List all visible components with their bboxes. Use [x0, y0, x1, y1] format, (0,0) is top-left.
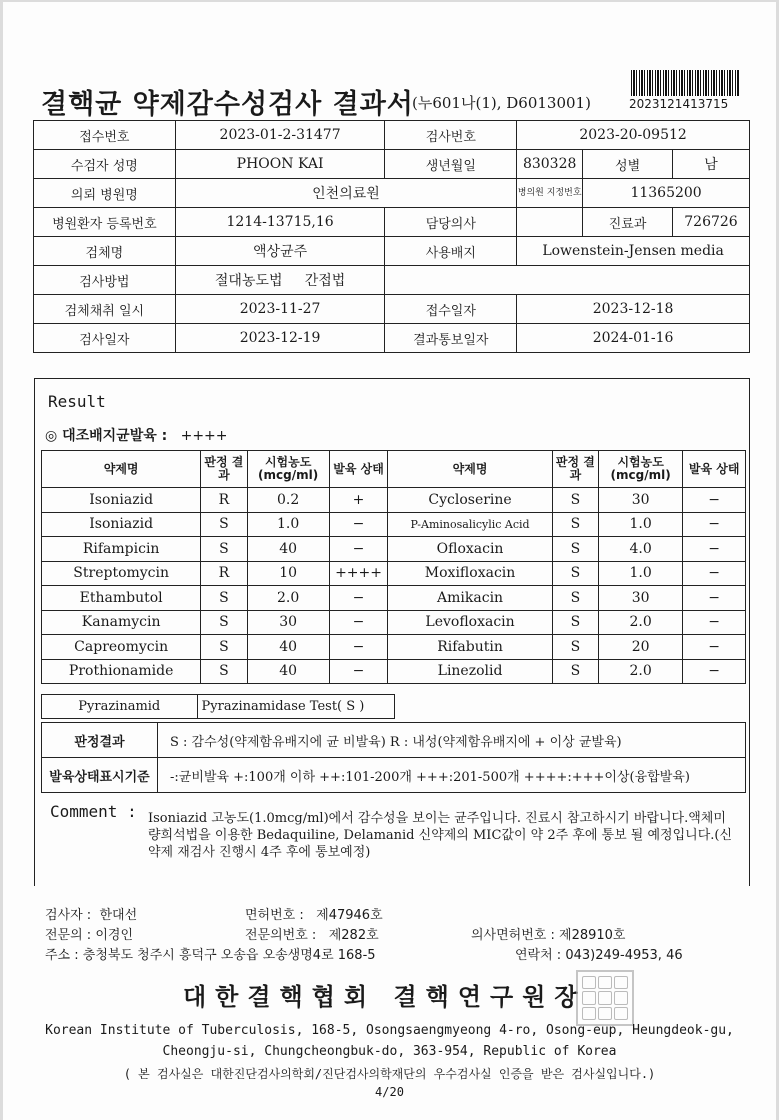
left-growth-cell: ++++	[329, 561, 388, 586]
collect-label: 검체채취 일시	[34, 295, 176, 324]
left-drug-cell: Prothionamide	[42, 659, 201, 684]
left-result-cell: S	[201, 659, 247, 684]
right-drug-cell: Cycloserine	[388, 488, 552, 513]
right-drug-cell: Linezolid	[388, 659, 552, 684]
certification-note: ( 본 검사실은 대한진단검사의학회/진단검사의학재단의 우수검사실 인증을 받은 검사실입니다.)	[123, 1067, 656, 1081]
report-code: (누601나(1), D6013001)	[412, 94, 591, 112]
col-conc-right: 시험농도 (mcg/ml)	[599, 451, 683, 488]
left-drug-cell: Isoniazid	[42, 488, 201, 513]
dept-code: 726726	[673, 208, 750, 237]
right-drug-cell: Rifabutin	[388, 635, 552, 660]
patient-label: 수검자 성명	[34, 150, 176, 179]
right-growth-cell: −	[683, 537, 746, 562]
barcode	[631, 70, 739, 96]
tester-name: 한대선	[99, 908, 138, 923]
left-result-cell: S	[201, 610, 247, 635]
left-result-cell: S	[201, 537, 247, 562]
hospital-code-label: 병의원 지정번호	[517, 179, 583, 208]
right-drug-cell: Levofloxacin	[388, 610, 552, 635]
left-growth-cell: −	[329, 586, 388, 611]
right-growth-cell: −	[683, 610, 746, 635]
left-result-cell: S	[201, 635, 247, 660]
notified-date: 2024-01-16	[517, 324, 750, 353]
received-label: 접수일자	[385, 295, 517, 324]
test-no: 2023-20-09512	[517, 121, 750, 150]
english-address-2: Cheongju-si, Chungcheongbuk-do, 363-954, Republic of Korea	[162, 1044, 617, 1059]
left-drug-cell: Isoniazid	[42, 512, 201, 537]
right-result-cell: S	[552, 610, 598, 635]
doc-license-label: 의사면허번호 :	[471, 928, 555, 943]
medium-label: 사용배지	[385, 237, 517, 266]
drug-table	[41, 450, 746, 684]
right-growth-cell: −	[683, 586, 746, 611]
right-conc-cell: 1.0	[599, 561, 683, 586]
growth-std-label: 발육상태표시기준	[42, 758, 158, 793]
right-drug-cell: Moxifloxacin	[388, 561, 552, 586]
right-growth-cell: −	[683, 512, 746, 537]
col-conc-left: 시험농도 (mcg/ml)	[247, 451, 329, 488]
patient-name: PHOON KAI	[175, 150, 385, 179]
official-seal-icon	[576, 970, 634, 1026]
control-growth	[45, 425, 228, 445]
contact	[515, 944, 683, 963]
table-row	[42, 561, 746, 586]
test-no-label: 검사번호	[385, 121, 517, 150]
left-conc-cell: 2.0	[247, 586, 329, 611]
right-result-cell: S	[552, 537, 598, 562]
medium: Lowenstein-Jensen media	[517, 237, 750, 266]
left-result-cell: R	[201, 561, 247, 586]
col-result-left: 판정 결과	[201, 451, 247, 488]
method-2: 간접법	[304, 273, 346, 289]
left-drug-cell: Kanamycin	[42, 610, 201, 635]
right-result-cell: S	[552, 488, 598, 513]
tested-date: 2023-12-19	[175, 324, 385, 353]
english-address-1: Korean Institute of Tuberculosis, 168-5, Osongsaengmyeong 4-ro, Osong-eup, Heungdeok-gu,	[45, 1023, 734, 1038]
license-label: 면허번호 :	[245, 908, 304, 923]
receipt-no: 2023-01-2-31477	[175, 121, 385, 150]
table-row	[42, 586, 746, 611]
right-result-cell: S	[552, 635, 598, 660]
left-growth-cell: −	[329, 610, 388, 635]
tester-label: 검사자 :	[45, 908, 92, 923]
receipt-no-label: 접수번호	[34, 121, 176, 150]
comment-heading: Comment :	[50, 802, 137, 821]
hospital-code: 11365200	[583, 179, 750, 208]
right-conc-cell: 1.0	[599, 512, 683, 537]
left-growth-cell: −	[329, 635, 388, 660]
patient-info-table	[33, 120, 750, 353]
right-result-cell: S	[552, 512, 598, 537]
pyrazinamid-table	[41, 694, 395, 719]
license-no: 제47946호	[316, 908, 383, 923]
judge-value: S : 감수성(약제함유배지에 균 비발육) R : 내성(약제함유배지에 + 이상 균발육)	[158, 723, 746, 758]
hospital-label: 의뢰 병원명	[34, 179, 176, 208]
right-conc-cell: 20	[599, 635, 683, 660]
left-conc-cell: 40	[247, 635, 329, 660]
left-conc-cell: 40	[247, 537, 329, 562]
sex-label: 성별	[583, 150, 673, 179]
page-number: 4/20	[375, 1085, 404, 1099]
left-drug-cell: Ethambutol	[42, 586, 201, 611]
method-1: 절대농도법	[214, 273, 283, 289]
col-growth-left: 발육 상태	[329, 451, 388, 488]
specialist-name: 이경인	[95, 928, 134, 943]
birth-date: 830328	[517, 150, 583, 179]
table-row	[42, 610, 746, 635]
table-row	[42, 659, 746, 684]
comment-text: Isoniazid 고농도(1.0mcg/ml)에서 감수성을 보이는 균주입니다. 진료시 참고하시기 바랍니다.액체미량희석법을 이용한 Bedaquiline, Delamanid 신약제의 MIC값이 약 2주 후에 통보 될 예정입니다.(신약제 재검사 진행시 4주 후에 통보예정)	[148, 811, 733, 860]
address-label: 주소 :	[45, 948, 79, 963]
right-result-cell: S	[552, 586, 598, 611]
left-result-cell: S	[201, 512, 247, 537]
spec-license	[245, 924, 379, 943]
tested-label: 검사일자	[34, 324, 176, 353]
registration-no: 1214-13715,16	[175, 208, 385, 237]
left-result-cell: R	[201, 488, 247, 513]
doctor-name	[517, 208, 583, 237]
table-row	[42, 635, 746, 660]
specimen: 액상균주	[175, 237, 385, 266]
dept-label: 진료과	[583, 208, 673, 237]
right-conc-cell: 4.0	[599, 537, 683, 562]
control-value: ++++	[180, 428, 228, 444]
contact-no: 043)249-4953, 46	[565, 948, 683, 963]
right-conc-cell: 2.0	[599, 659, 683, 684]
tester	[45, 904, 137, 923]
right-growth-cell: −	[683, 561, 746, 586]
col-growth-right: 발육 상태	[683, 451, 746, 488]
method-label: 검사방법	[34, 266, 176, 295]
barcode-number: 2023121413715	[629, 97, 729, 111]
method-cell	[175, 266, 385, 295]
hospital-name: 인천의료원	[175, 179, 516, 208]
sex: 남	[673, 150, 750, 179]
left-conc-cell: 10	[247, 561, 329, 586]
col-drug-left: 약제명	[42, 451, 201, 488]
registration-label: 병원환자 등록번호	[34, 208, 176, 237]
judgement-table	[41, 722, 746, 793]
left-conc-cell: 40	[247, 659, 329, 684]
right-drug-cell: P-Aminosalicylic Acid	[388, 512, 552, 537]
report-page	[3, 2, 776, 1120]
received-date: 2023-12-18	[517, 295, 750, 324]
collect-date: 2023-11-27	[175, 295, 385, 324]
left-conc-cell: 30	[247, 610, 329, 635]
address-text: 충청북도 청주시 흥덕구 오송읍 오송생명4로 168-5	[82, 948, 376, 963]
left-drug-cell: Rifampicin	[42, 537, 201, 562]
judge-label: 판정결과	[42, 723, 158, 758]
report-title: 결핵균 약제감수성검사 결과서	[41, 89, 414, 120]
col-result-right: 판정 결과	[552, 451, 598, 488]
doctor-label: 담당의사	[385, 208, 517, 237]
left-conc-cell: 1.0	[247, 512, 329, 537]
left-growth-cell: +	[329, 488, 388, 513]
birth-label: 생년월일	[385, 150, 517, 179]
method-empty	[385, 266, 750, 295]
table-row	[42, 488, 746, 513]
specialist-label: 전문의 :	[45, 928, 92, 943]
growth-std-value: -:균비발육 +:100개 이하 ++:101-200개 +++:201-500개 ++++:+++이상(융합발육)	[158, 758, 746, 793]
left-conc-cell: 0.2	[247, 488, 329, 513]
specimen-label: 검체명	[34, 237, 176, 266]
right-conc-cell: 30	[599, 488, 683, 513]
spec-license-no: 제282호	[328, 928, 379, 943]
right-drug-cell: Ofloxacin	[388, 537, 552, 562]
left-drug-cell: Streptomycin	[42, 561, 201, 586]
control-label: ◎ 대조배지균발육 :	[45, 428, 168, 444]
table-row	[42, 512, 746, 537]
col-drug-right: 약제명	[388, 451, 552, 488]
notified-label: 결과통보일자	[385, 324, 517, 353]
pyrazinamid-label: Pyrazinamid	[42, 695, 198, 719]
left-growth-cell: −	[329, 659, 388, 684]
doc-license-no: 제28910호	[559, 928, 626, 943]
pyrazinamid-value: Pyrazinamidase Test( S )	[197, 695, 394, 719]
result-heading: Result	[48, 392, 106, 411]
left-growth-cell: −	[329, 537, 388, 562]
specialist	[45, 924, 133, 943]
right-conc-cell: 30	[599, 586, 683, 611]
table-row	[42, 537, 746, 562]
doc-license	[471, 924, 626, 943]
contact-label: 연락처 :	[515, 948, 562, 963]
right-result-cell: S	[552, 561, 598, 586]
address	[45, 944, 376, 963]
right-growth-cell: −	[683, 488, 746, 513]
organization-name: 대한결핵협회 결핵연구원장	[183, 983, 587, 1011]
right-drug-cell: Amikacin	[388, 586, 552, 611]
right-result-cell: S	[552, 659, 598, 684]
spec-license-label: 전문의번호 :	[245, 928, 317, 943]
left-result-cell: S	[201, 586, 247, 611]
license	[245, 904, 383, 923]
right-growth-cell: −	[683, 659, 746, 684]
left-drug-cell: Capreomycin	[42, 635, 201, 660]
right-conc-cell: 2.0	[599, 610, 683, 635]
right-growth-cell: −	[683, 635, 746, 660]
left-growth-cell: −	[329, 512, 388, 537]
